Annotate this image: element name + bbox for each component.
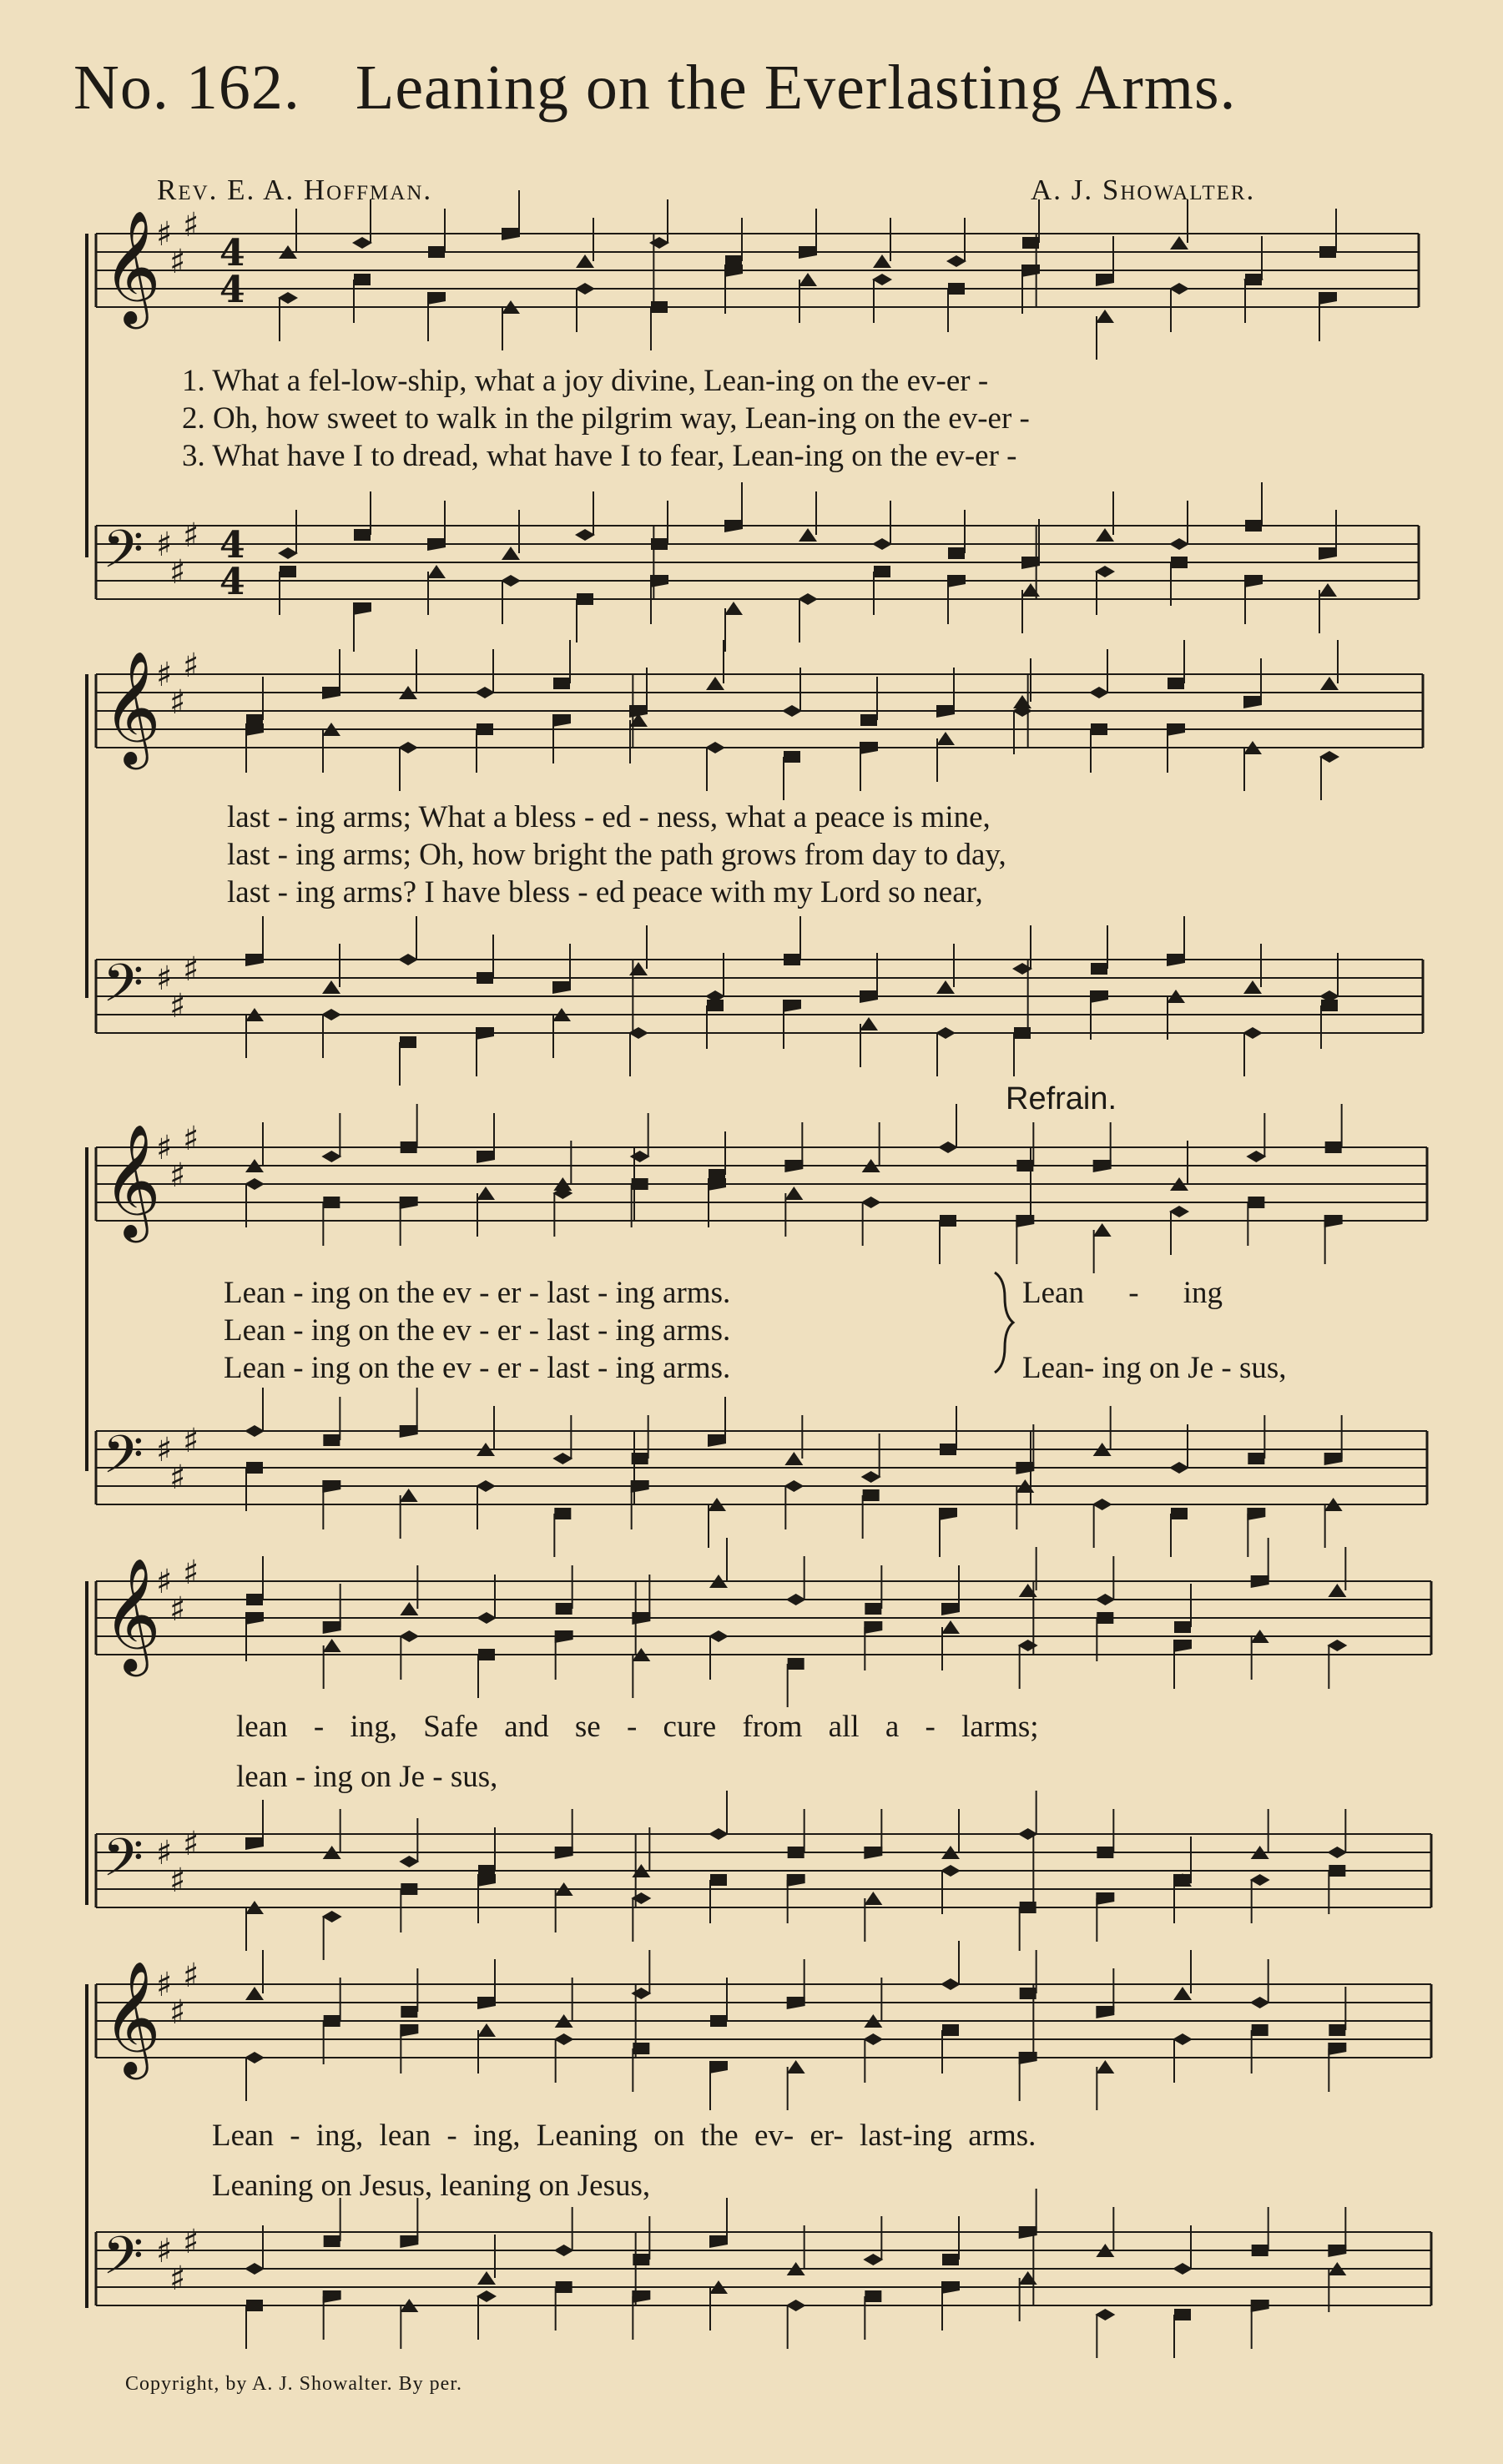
svg-text:𝄞: 𝄞 bbox=[103, 209, 161, 324]
svg-text:♯: ♯ bbox=[183, 1957, 199, 1995]
svg-text:♯: ♯ bbox=[169, 1459, 186, 1497]
composer-credit: A. J. Showalter. bbox=[1031, 174, 1256, 206]
svg-text:♯: ♯ bbox=[169, 1156, 186, 1195]
hymn-number: No. 162. bbox=[73, 53, 300, 123]
svg-text:𝄢: 𝄢 bbox=[103, 1423, 144, 1498]
svg-text:♯: ♯ bbox=[156, 1431, 173, 1469]
svg-text:♯: ♯ bbox=[183, 950, 199, 989]
refrain-label: Refrain. bbox=[1006, 1081, 1117, 1116]
svg-text:4: 4 bbox=[219, 524, 245, 567]
refrain-bass-line-3: Lean- ing on Je - sus, bbox=[1022, 1351, 1287, 1385]
svg-text:♯: ♯ bbox=[156, 526, 173, 564]
verse-3-line-3: Lean - ing on the ev - er - last - ing arms. bbox=[224, 1351, 731, 1385]
svg-text:♯: ♯ bbox=[169, 1993, 186, 2032]
svg-text:♯: ♯ bbox=[156, 1834, 173, 1872]
refrain-bass-line-5: Leaning on Jesus, leaning on Jesus, bbox=[212, 2169, 651, 2203]
svg-text:♯: ♯ bbox=[169, 2260, 186, 2298]
svg-text:♯: ♯ bbox=[156, 2232, 173, 2270]
refrain-soprano-line-3: Lean - ing bbox=[1022, 1276, 1223, 1310]
svg-text:𝄞: 𝄞 bbox=[103, 1959, 161, 2074]
svg-text:♯: ♯ bbox=[183, 647, 199, 685]
hymn-title: Leaning on the Everlasting Arms. bbox=[355, 53, 1237, 123]
svg-text:♯: ♯ bbox=[156, 1966, 173, 2004]
svg-text:𝄢: 𝄢 bbox=[103, 518, 144, 592]
svg-text:♯: ♯ bbox=[183, 1120, 199, 1158]
svg-text:♯: ♯ bbox=[156, 960, 173, 998]
svg-text:𝄞: 𝄞 bbox=[103, 1556, 161, 1671]
svg-text:♯: ♯ bbox=[156, 1563, 173, 1601]
svg-text:♯: ♯ bbox=[183, 1554, 199, 1592]
svg-text:♯: ♯ bbox=[156, 656, 173, 694]
svg-text:♯: ♯ bbox=[183, 206, 199, 244]
verse-1-line-3: Lean - ing on the ev - er - last - ing arms. bbox=[224, 1276, 731, 1310]
verse-2-line-2: last - ing arms; Oh, how bright the path grows from day to day, bbox=[227, 838, 1006, 872]
svg-text:♯: ♯ bbox=[183, 1825, 199, 1863]
svg-text:♯: ♯ bbox=[169, 243, 186, 281]
svg-text:4: 4 bbox=[219, 232, 245, 275]
svg-text:♯: ♯ bbox=[169, 553, 186, 592]
svg-text:♯: ♯ bbox=[183, 516, 199, 555]
svg-text:♯: ♯ bbox=[156, 215, 173, 254]
refrain-bass-line-4: lean - ing on Je - sus, bbox=[236, 1760, 498, 1794]
verse-1-line-1: 1. What a fel-low-ship, what a joy divine, Lean-ing on the ev-er - bbox=[182, 364, 989, 398]
svg-text:♯: ♯ bbox=[156, 1129, 173, 1167]
copyright-notice: Copyright, by A. J. Showalter. By per. bbox=[125, 2373, 462, 2395]
verse-1-line-2: last - ing arms; What a bless - ed - ness, what a peace is mine, bbox=[227, 800, 991, 834]
svg-text:𝄞: 𝄞 bbox=[103, 649, 161, 764]
svg-text:♯: ♯ bbox=[169, 1590, 186, 1629]
svg-text:♯: ♯ bbox=[169, 1862, 186, 1900]
verse-2-line-1: 2. Oh, how sweet to walk in the pilgrim way, Lean-ing on the ev-er - bbox=[182, 401, 1030, 436]
verse-2-line-3: Lean - ing on the ev - er - last - ing arms. bbox=[224, 1313, 731, 1348]
svg-text:♯: ♯ bbox=[169, 683, 186, 722]
svg-text:♯: ♯ bbox=[169, 987, 186, 1025]
refrain-soprano-line-4: lean - ing, Safe and se - cure from all a - larms; bbox=[236, 1710, 1039, 1744]
verse-3-line-2: last - ing arms? I have bless - ed peace with my Lord so near, bbox=[227, 875, 983, 910]
svg-text:𝄢: 𝄢 bbox=[103, 952, 144, 1026]
svg-text:𝄢: 𝄢 bbox=[103, 1827, 144, 1901]
svg-text:𝄞: 𝄞 bbox=[103, 1122, 161, 1237]
svg-text:♯: ♯ bbox=[183, 2223, 199, 2261]
svg-text:4: 4 bbox=[219, 269, 245, 311]
svg-text:4: 4 bbox=[219, 561, 245, 603]
refrain-soprano-line-5: Lean - ing, lean - ing, Leaning on the ev- er- last-ing arms. bbox=[212, 2119, 1036, 2153]
verse-3-line-1: 3. What have I to dread, what have I to fear, Lean-ing on the ev-er - bbox=[182, 439, 1017, 473]
svg-text:♯: ♯ bbox=[183, 1422, 199, 1460]
lyricist-credit: Rev. E. A. Hoffman. bbox=[157, 174, 433, 206]
svg-text:𝄢: 𝄢 bbox=[103, 2225, 144, 2299]
